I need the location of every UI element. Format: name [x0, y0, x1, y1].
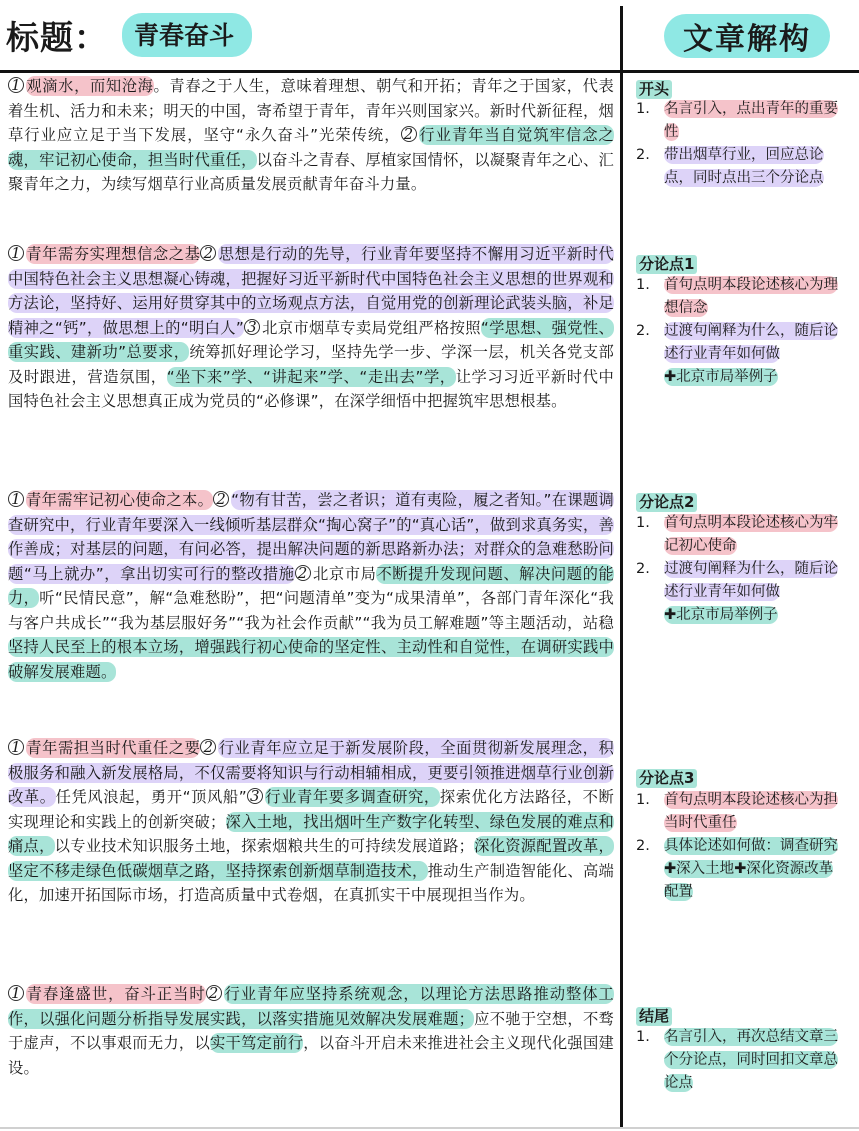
outline-item [636, 558, 842, 604]
outline-list-point-1 [636, 274, 842, 389]
body-text: 探索优化方法路径，不断实现理论和实践上的创新突破； [8, 788, 615, 831]
body-text: 。青春之于人生，意味着理想、朝气和开拓；青年之于国家，代表着生机、活力和未来；明天的中国，寄希望于青年，青年兴则国家兴。新时代新征程，烟草行业应立足于当下发展，坚守“永久奋斗”光荣传统， [8, 77, 614, 144]
transition-highlight: “物有甘苦，尝之者识；道有夷险，履之者知。”在课题调查研究中，行业青年要深入一线倾听基层群众“掏心窝子”的“真心话”，做到求真务实，善作善成；对基层的问题，有问必答，提出解决问题的新思路新办法；对群众的急难愁盼问题“马上就办”，拿出切实可行的整改措施 [8, 491, 615, 583]
example-highlight: 行业青年要多调查研究， [264, 788, 440, 806]
outline-item [636, 789, 842, 835]
outline-heading-point-2: 分论点2 [636, 493, 697, 512]
marker-1: 1 [8, 739, 24, 755]
transition-highlight: 行业青年应立足于新发展阶段，全面贯彻新发展理念，积极服务和融入新发展格局，不仅需要将知识与行动相辅相成，更要引领推进烟草行业创新改革。 [8, 739, 614, 806]
article-point-2 [8, 488, 614, 684]
outline-list-point-2 [636, 512, 842, 627]
outline-list-closing [636, 1026, 842, 1095]
column-divider [620, 6, 623, 1127]
marker-2: 2 [401, 126, 417, 142]
outline-list-opening [636, 98, 842, 190]
outline-title: 文章解构 [683, 22, 811, 57]
outline-item [636, 835, 842, 904]
item-number: 1. [636, 792, 650, 808]
article-intro [8, 74, 614, 197]
body-text: 统筹抓好理论学习，坚持先学一步、学深一层，机关各党支部及时跟进，营造氛围， [8, 343, 615, 386]
transition-highlight: 思想是行动的先导，行业青年要坚持不懈用习近平新时代中国特色社会主义思想凝心铸魂，把握好习近平新时代中国特色社会主义思想的世界观和方法论，坚持好、运用好贯穿其中的立场观点方法，自觉用党的创新理论武装头脑，补足精神之“钙”，做思想上的“明白人” [8, 245, 614, 337]
body-text: ，以奋斗开启未来推进社会主义现代化强国建设。 [8, 1034, 614, 1077]
item-number: 2. [636, 838, 650, 854]
body-text: 推动生产制造智能化、高端化，加速开拓国际市场，打造高质量中式卷烟，在真抓实干中展现担当作为。 [8, 861, 614, 904]
item-text: 过渡句阐释为什么，随后论述行业青年如何做 [664, 323, 838, 362]
title-value: 青春奋斗 [122, 13, 252, 57]
outline-heading-closing: 结尾 [636, 1007, 672, 1026]
item-text: 首句点明本段论述核心为牢记初心使命 [664, 515, 838, 554]
marker-3: 2 [295, 565, 311, 581]
item-number: 2. [636, 147, 650, 163]
example-highlight: 深化资源配置改革，坚定不移走绿色低碳烟草之路，坚持探索创新烟草制造技术， [8, 837, 614, 880]
body-text: 听“民情民意”，解“急难愁盼”，把“问题清单”变为“成果清单”，各部门青年深化“我与客户共成长”“我为基层服好务”“我为社会作贡献”“我为员工解难题”等主题活动，站稳 [8, 589, 614, 632]
item-number: 2. [636, 561, 650, 577]
outline-item [636, 1026, 842, 1095]
item-number: 1. [636, 101, 650, 117]
marker-1: 1 [8, 245, 24, 261]
article-point-1 [8, 242, 614, 414]
marker-1: 1 [8, 985, 24, 1001]
bottom-divider [0, 1127, 859, 1129]
thesis-highlight: 行业青年当自觉筑牢信念之魂，牢记初心使命，担当时代重任， [8, 126, 614, 169]
item-text: 带出烟草行业，回应总论点，同时点出三个分论点 [664, 147, 824, 186]
point-heading-highlight: 青年需夯实理想信念之基 [26, 245, 201, 263]
marker-2: 2 [200, 739, 216, 755]
marker-3: 3 [247, 788, 263, 804]
item-text: 具体论述如何做：调查研究✚深入土地✚深化资源改革配置 [664, 838, 838, 900]
outline-item [636, 274, 842, 320]
example-highlight: 坚持人民至上的根本立场，增强践行初心使命的坚定性、主动性和自觉性，在调研实践中破解发展难题。 [8, 638, 614, 681]
outline-item [636, 366, 842, 389]
outline-title-badge [664, 14, 830, 58]
marker-2: 2 [213, 491, 229, 507]
item-number: 1. [636, 277, 650, 293]
body-text: 北京市局 [312, 564, 377, 583]
marker-3: 3 [244, 319, 260, 335]
item-number: 1. [636, 1029, 650, 1045]
example-highlight: 深入土地，找出烟叶生产数字化转型、绿色发展的难点和痛点， [8, 812, 614, 855]
point-heading-highlight: 青年需牢记初心使命之本。 [26, 491, 214, 509]
marker-2: 2 [206, 985, 222, 1001]
outline-item [636, 144, 842, 190]
outline-item [636, 320, 842, 366]
outline-heading-point-1: 分论点1 [636, 255, 697, 274]
quote-highlight: 青春逢盛世，奋斗正当时 [26, 985, 206, 1003]
outline-item [636, 98, 842, 144]
marker-1: 1 [8, 491, 24, 507]
point-heading-highlight: 青年需担当时代重任之要 [26, 739, 201, 757]
item-text: 首句点明本段论述核心为担当时代重任 [664, 792, 838, 831]
example-highlight: “坐下来”学、“讲起来”学、“走出去”学， [166, 367, 456, 386]
item-text: 北京市局举例子 [676, 607, 778, 623]
article-point-3 [8, 736, 614, 908]
item-text: 北京市局举例子 [676, 369, 778, 385]
body-text: 北京市烟草专卖局党组严格按照 [262, 318, 481, 337]
marker-1: 1 [8, 77, 24, 93]
example-highlight: “学思想、强党性、重实践、建新功”总要求， [8, 318, 614, 361]
item-text: 首句点明本段论述核心为理想信念 [664, 277, 838, 316]
plus-icon: ✚ [664, 369, 677, 385]
item-text: 名言引入，点出青年的重要性 [664, 101, 838, 140]
article-ending [8, 982, 614, 1080]
marker-2: 2 [200, 245, 216, 261]
body-text: 让学习习近平新时代中国特色社会主义思想真正成为党员的“必修课”，在深学细悟中把握筑牢思想根基。 [8, 367, 614, 410]
body-text: 以专业技术知识服务土地，探索烟粮共生的可持续发展道路； [54, 837, 475, 855]
top-divider [0, 70, 859, 73]
title-label: 标题： [6, 17, 108, 57]
title-bar [6, 12, 252, 58]
outline-item [636, 512, 842, 558]
outline-list-point-3 [636, 789, 842, 904]
body-text: 以奋斗之青春、厚植家国情怀，以凝聚青年之心、汇聚青年之力，为续写烟草行业高质量发展贡献青年奋斗力量。 [8, 150, 615, 193]
body-text: 任凭风浪起，勇开“顶风船” [55, 788, 247, 806]
summary-highlight: 实干笃定前行 [210, 1034, 304, 1052]
example-highlight: 不断提升发现问题、解决问题的能力， [8, 564, 614, 607]
item-number: 2. [636, 323, 650, 339]
plus-icon: ✚ [664, 607, 677, 623]
body-text: 应不驰于空想，不骛于虚声，不以事艰而无力，以 [8, 1009, 614, 1052]
outline-heading-opening: 开头 [636, 80, 672, 99]
quote-highlight: 观滴水，而知沧海 [26, 77, 154, 95]
item-text: 名言引入，再次总结文章三个分论点，同时回扣文章总论点 [664, 1029, 838, 1091]
summary-highlight: 行业青年应坚持系统观念，以理论方法思路推动整体工作，以强化问题分析指导发展实践，以落实措施见效解决发展难题； [8, 985, 614, 1028]
item-text: 过渡句阐释为什么，随后论述行业青年如何做 [664, 561, 838, 600]
outline-item [636, 604, 842, 627]
outline-heading-point-3: 分论点3 [636, 769, 697, 788]
item-number: 1. [636, 515, 650, 531]
